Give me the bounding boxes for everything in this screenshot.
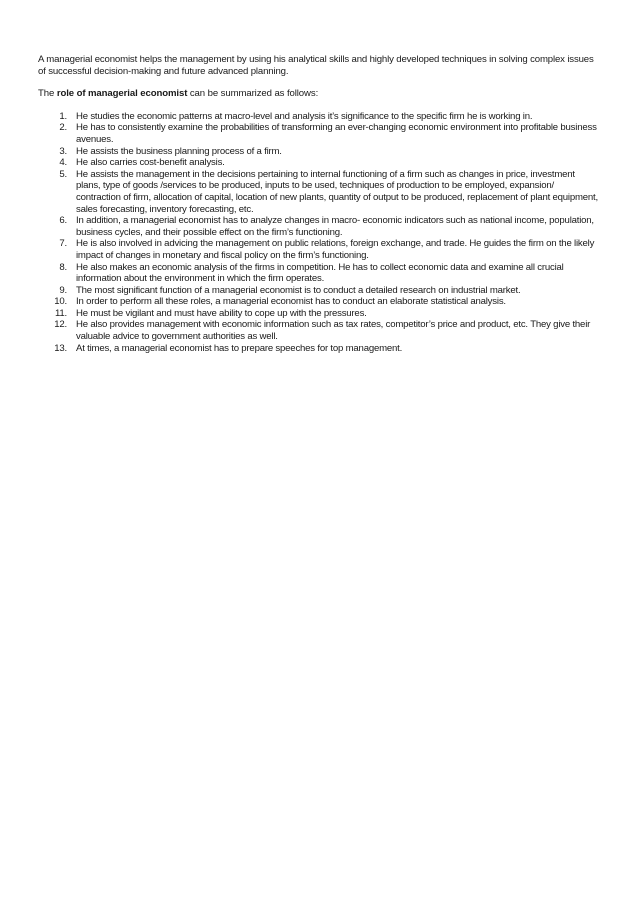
list-item-text: He is also involved in advicing the management on public relations, foreign exchange, and trade. He guides the firm on the likely impact of changes in monetary and fiscal policy on the firm’s functioning. xyxy=(76,238,595,261)
list-item xyxy=(38,157,600,169)
list-item xyxy=(38,111,600,123)
list-item-number: 9. xyxy=(59,284,67,296)
list-item-number: 1. xyxy=(59,110,67,122)
summary-paragraph xyxy=(38,88,600,100)
list-item-number: 5. xyxy=(59,168,67,180)
summary-suffix: can be summarized as follows: xyxy=(187,88,319,100)
summary-bold-phrase: role of managerial economist xyxy=(56,88,188,100)
list-item-text: In addition, a managerial economist has to analyze changes in macro- economic indicators such as national income, population, business cycles, and their possible effect on the firm’s functioning. xyxy=(76,215,594,238)
list-item xyxy=(38,238,600,261)
list-item-text: At times, a managerial economist has to prepare speeches for top management. xyxy=(76,342,403,354)
list-item-number: 7. xyxy=(59,238,67,250)
list-item-text: The most significant function of a managerial economist is to conduct a detailed research on industrial market. xyxy=(76,284,521,296)
list-item-text: He also provides management with economic information such as tax rates, competitor’s price and product, etc. They give their valuable advice to government authorities as well. xyxy=(76,319,591,343)
intro-paragraph: A managerial economist helps the management by using his analytical skills and highly developed techniques in solving complex issues of successful decision-making and future advanced planning. xyxy=(38,54,594,77)
list-item xyxy=(38,296,600,308)
summary-prefix: The xyxy=(38,88,57,100)
list-item xyxy=(38,122,600,145)
list-item-number: 6. xyxy=(59,215,67,227)
roles-list xyxy=(38,111,600,354)
list-item-number: 8. xyxy=(59,261,67,273)
list-item xyxy=(38,215,600,238)
list-item-text: He also carries cost-benefit analysis. xyxy=(76,157,225,169)
document-page xyxy=(38,54,600,354)
list-item xyxy=(38,262,600,285)
list-item-text: In order to perform all these roles, a managerial economist has to conduct an elaborate statistical analysis. xyxy=(76,296,506,308)
list-item-text: He studies the economic patterns at macro-level and analysis it’s significance to the specific firm he is working in. xyxy=(76,110,533,122)
list-item-text: He must be vigilant and must have ability to cope up with the pressures. xyxy=(76,307,367,319)
list-item xyxy=(38,343,600,355)
list-item xyxy=(38,146,600,158)
list-item xyxy=(38,169,600,215)
list-item-text: He assists the business planning process of a firm. xyxy=(76,145,282,157)
list-item xyxy=(38,308,600,320)
list-item-text: He assists the management in the decisions pertaining to internal functioning of a firm such as changes in price, investment plans, type of goods /services to be produced, inputs to be used, techniques of production to be employed, expansion/ contraction of firm, allocation of capital, location of new plants, quantity of output to be produced, replacement of plant equipment, sales forecasting, inventory forecasting, etc. xyxy=(76,168,598,215)
list-item-number: 2. xyxy=(59,122,67,134)
list-item-number: 11. xyxy=(54,307,67,319)
list-item-number: 4. xyxy=(59,157,67,169)
list-item-number: 13. xyxy=(54,342,67,354)
list-item-number: 3. xyxy=(59,145,67,157)
list-item xyxy=(38,319,600,342)
list-item xyxy=(38,285,600,297)
list-item-text: He has to consistently examine the probabilities of transforming an ever-changing economic environment into profitable business avenues. xyxy=(76,122,597,145)
list-item-number: 12. xyxy=(54,319,67,331)
list-item-text: He also makes an economic analysis of the firms in competition. He has to collect economic data and examine all crucial information about the environment in which the firm operates. xyxy=(76,261,564,285)
list-item-number: 10. xyxy=(54,296,67,308)
